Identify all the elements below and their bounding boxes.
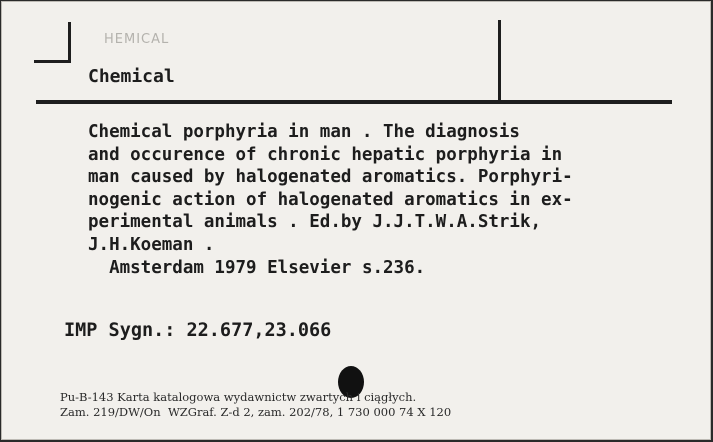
subject-heading: Chemical bbox=[88, 66, 175, 87]
bibliographic-entry bbox=[88, 121, 698, 279]
vertical-rule bbox=[498, 20, 501, 102]
faded-stamp-heading: HEMICAL bbox=[104, 32, 170, 47]
entry-line-4: nogenic action of halogenated aromatics in ex- bbox=[88, 189, 573, 210]
entry-line-2: and occurence of chronic hepatic porphyria in bbox=[88, 144, 563, 165]
entry-line-6: J.H.Koeman . bbox=[88, 234, 215, 255]
call-number: IMP Sygn.: 22.677,23.066 bbox=[64, 320, 332, 341]
publication-line: Amsterdam 1979 Elsevier s.236. bbox=[109, 257, 426, 278]
entry-line-5: perimental animals . Ed.by J.J.T.W.A.Strik, bbox=[88, 212, 542, 233]
imprint-line-2: Zam. 219/DW/On WZGraf. Z-d 2, zam. 202/78, 1 730 000 74 X 120 bbox=[60, 404, 452, 419]
entry-line-3: man caused by halogenated aromatics. Porphyri- bbox=[88, 167, 573, 188]
printer-imprint bbox=[60, 390, 451, 419]
entry-line-1: Chemical porphyria in man . The diagnosis bbox=[88, 122, 520, 142]
horizontal-rule bbox=[36, 100, 672, 104]
catalog-card bbox=[1, 1, 711, 440]
imprint-line-1: Pu-B-143 Karta katalogowa wydawnictw zwartych i ciągłych. bbox=[60, 390, 417, 404]
corner-bracket-mark bbox=[34, 22, 71, 63]
